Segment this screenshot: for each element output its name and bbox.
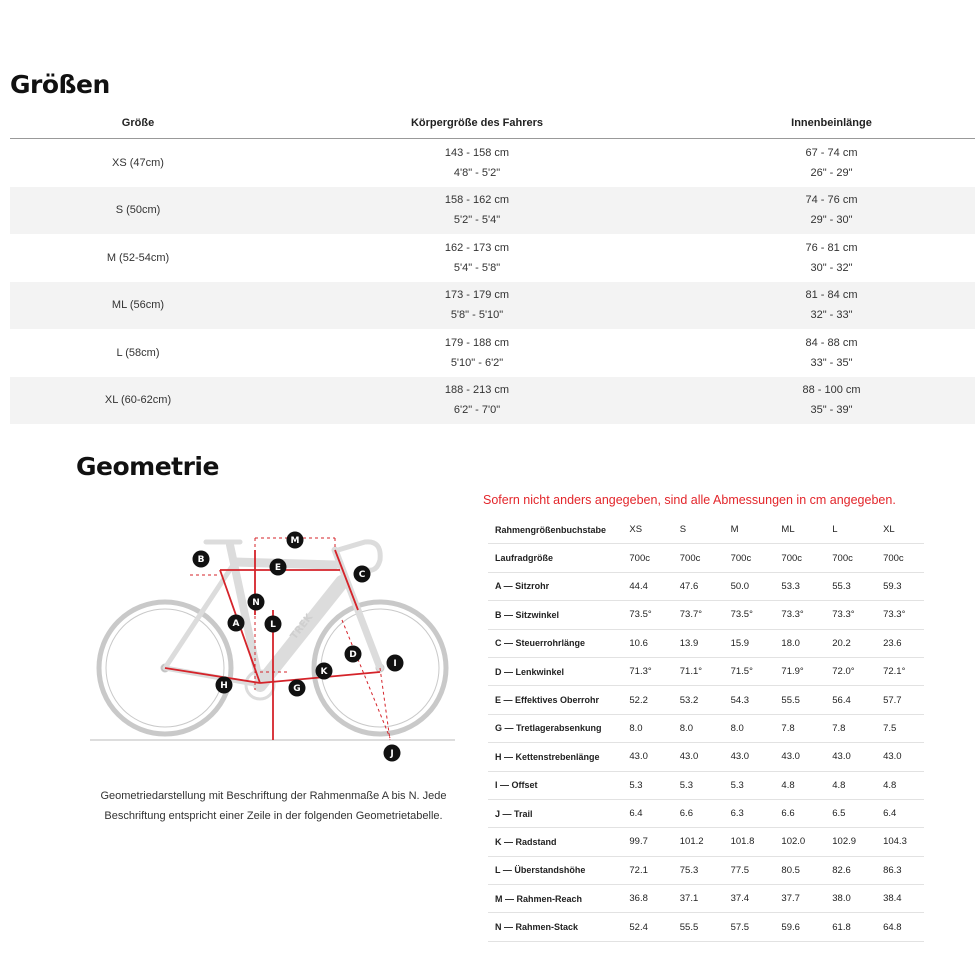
header-rider-height: Körpergröße des Fahrers xyxy=(410,117,544,129)
geometry-value: 44.4 xyxy=(619,572,669,600)
geometry-row xyxy=(488,601,924,629)
caption-line-1: Geometriedarstellung mit Beschriftung der Rahmenmaße A bis N. Jede xyxy=(100,790,447,802)
geometry-row xyxy=(488,544,924,572)
height-ft: 4'8" - 5'2" xyxy=(453,166,501,179)
geometry-value: 71.1° xyxy=(670,657,721,685)
geometry-value: 36.8 xyxy=(619,885,669,913)
size-row xyxy=(10,234,975,282)
geometry-row xyxy=(488,572,924,600)
geometry-table xyxy=(488,516,924,942)
geometry-row xyxy=(488,714,924,742)
rider-height-cell xyxy=(266,333,688,373)
geometry-label: C — Steuerrohrlänge xyxy=(488,629,619,657)
geometry-value: 6.6 xyxy=(670,799,721,827)
geometry-row xyxy=(488,743,924,771)
geometry-value: 104.3 xyxy=(873,828,924,856)
sizes-table-header xyxy=(10,108,975,139)
diagram-logo: TREK xyxy=(288,612,316,642)
geometry-row xyxy=(488,856,924,884)
geometry-value: 6.6 xyxy=(771,799,822,827)
geometry-value: 101.2 xyxy=(670,828,721,856)
geometry-label: E — Effektives Oberrohr xyxy=(488,686,619,714)
geometry-title: Geometrie xyxy=(76,452,219,481)
inseam-cm: 67 - 74 cm xyxy=(805,146,858,159)
geometry-value: S xyxy=(670,516,721,544)
label-letter-h: H xyxy=(220,681,228,692)
height-cm: 188 - 213 cm xyxy=(444,384,510,397)
geometry-value: 50.0 xyxy=(721,572,772,600)
geometry-header-row xyxy=(488,516,924,544)
geometry-value: L xyxy=(822,516,873,544)
label-letter-k: K xyxy=(320,667,328,678)
geometry-value: 43.0 xyxy=(619,743,669,771)
geometry-value: 73.3° xyxy=(873,601,924,629)
geometry-value: 18.0 xyxy=(771,629,822,657)
geometry-value: 75.3 xyxy=(670,856,721,884)
geometry-value: 47.6 xyxy=(670,572,721,600)
geometry-label: Rahmengrößenbuchstabe xyxy=(488,516,619,544)
geometry-value: 43.0 xyxy=(873,743,924,771)
inseam-in: 26" - 29" xyxy=(810,166,853,179)
geometry-label: L — Überstandshöhe xyxy=(488,856,619,884)
bike-geometry-diagram xyxy=(90,520,460,770)
inseam-cell xyxy=(688,143,975,183)
label-letter-n: N xyxy=(252,598,260,609)
geometry-row xyxy=(488,799,924,827)
inseam-cell xyxy=(688,190,975,230)
geometry-value: 52.2 xyxy=(619,686,669,714)
geometry-value: 6.3 xyxy=(721,799,772,827)
geometry-value: 700c xyxy=(670,544,721,572)
inseam-cm: 81 - 84 cm xyxy=(805,289,858,302)
geometry-value: 102.9 xyxy=(822,828,873,856)
size-cell: S (50cm) xyxy=(115,204,161,217)
geometry-value: 43.0 xyxy=(822,743,873,771)
size-cell: M (52-54cm) xyxy=(106,251,170,264)
geometry-value: 73.3° xyxy=(822,601,873,629)
label-letter-c: C xyxy=(358,570,366,581)
inseam-cm: 84 - 88 cm xyxy=(805,336,858,349)
geometry-value: 10.6 xyxy=(619,629,669,657)
label-letter-a: A xyxy=(232,619,240,630)
geometry-label: N — Rahmen-Stack xyxy=(488,913,619,941)
geometry-value: 13.9 xyxy=(670,629,721,657)
geometry-row xyxy=(488,828,924,856)
geometry-value: 71.9° xyxy=(771,657,822,685)
label-letter-g: G xyxy=(293,684,301,695)
geometry-row xyxy=(488,657,924,685)
geometry-label: I — Offset xyxy=(488,771,619,799)
size-cell: L (58cm) xyxy=(116,346,160,359)
geometry-label: A — Sitzrohr xyxy=(488,572,619,600)
geometry-value: 59.6 xyxy=(771,913,822,941)
label-letter-l: L xyxy=(270,620,276,631)
geometry-value: 5.3 xyxy=(721,771,772,799)
inseam-cell xyxy=(688,333,975,373)
geometry-value: 8.0 xyxy=(670,714,721,742)
height-cm: 143 - 158 cm xyxy=(444,146,510,159)
geometry-value: 53.2 xyxy=(670,686,721,714)
rider-height-cell xyxy=(266,238,688,278)
height-ft: 5'4" - 5'8" xyxy=(453,261,501,274)
geometry-value: 700c xyxy=(619,544,669,572)
inseam-in: 32" - 33" xyxy=(810,309,853,322)
rider-height-cell xyxy=(266,190,688,230)
geometry-value: 57.7 xyxy=(873,686,924,714)
size-row xyxy=(10,329,975,377)
geometry-value: 5.3 xyxy=(670,771,721,799)
geometry-value: 7.5 xyxy=(873,714,924,742)
geometry-value: 77.5 xyxy=(721,856,772,884)
size-cell: ML (56cm) xyxy=(111,299,165,312)
height-cm: 158 - 162 cm xyxy=(444,194,510,207)
diagram-caption xyxy=(86,786,461,826)
geometry-value: 71.5° xyxy=(721,657,772,685)
geometry-row xyxy=(488,629,924,657)
rider-height-cell xyxy=(266,380,688,420)
geometry-value: 7.8 xyxy=(822,714,873,742)
geometry-value: 80.5 xyxy=(771,856,822,884)
geometry-label: J — Trail xyxy=(488,799,619,827)
geometry-value: 72.0° xyxy=(822,657,873,685)
geometry-value: 102.0 xyxy=(771,828,822,856)
caption-line-2: Beschriftung entspricht einer Zeile in der folgenden Geometrietabelle. xyxy=(104,810,443,822)
height-ft: 6'2" - 7'0" xyxy=(453,404,501,417)
geometry-value: 6.4 xyxy=(619,799,669,827)
rider-height-cell xyxy=(266,285,688,325)
label-letter-m: M xyxy=(290,536,300,547)
size-cell: XS (47cm) xyxy=(112,156,164,169)
geometry-value: 72.1° xyxy=(873,657,924,685)
geometry-value: 4.8 xyxy=(873,771,924,799)
geometry-value: 43.0 xyxy=(670,743,721,771)
header-size: Größe xyxy=(121,117,155,129)
geometry-value: 38.0 xyxy=(822,885,873,913)
geometry-value: 23.6 xyxy=(873,629,924,657)
geometry-value: 73.5° xyxy=(619,601,669,629)
geometry-value: 37.7 xyxy=(771,885,822,913)
geometry-value: 71.3° xyxy=(619,657,669,685)
units-note: Sofern nicht anders angegeben, sind alle Abmessungen in cm angegeben. xyxy=(483,493,896,507)
geometry-value: 15.9 xyxy=(721,629,772,657)
size-row xyxy=(10,187,975,235)
geometry-value: 6.5 xyxy=(822,799,873,827)
geometry-value: 7.8 xyxy=(771,714,822,742)
inseam-in: 35" - 39" xyxy=(810,404,853,417)
geometry-value: 73.5° xyxy=(721,601,772,629)
height-cm: 162 - 173 cm xyxy=(444,241,510,254)
rider-height-cell xyxy=(266,143,688,183)
geometry-value: 64.8 xyxy=(873,913,924,941)
size-row xyxy=(10,282,975,330)
geometry-value: 6.4 xyxy=(873,799,924,827)
inseam-cell xyxy=(688,380,975,420)
geometry-value: 59.3 xyxy=(873,572,924,600)
geometry-value: 4.8 xyxy=(771,771,822,799)
size-cell: XL (60-62cm) xyxy=(104,394,172,407)
geometry-row xyxy=(488,686,924,714)
geometry-value: 55.5 xyxy=(670,913,721,941)
geometry-value: 8.0 xyxy=(619,714,669,742)
geometry-label: D — Lenkwinkel xyxy=(488,657,619,685)
inseam-cell xyxy=(688,238,975,278)
geometry-value: ML xyxy=(771,516,822,544)
height-ft: 5'10" - 6'2" xyxy=(450,356,504,369)
geometry-value: 73.3° xyxy=(771,601,822,629)
sizes-title: Größen xyxy=(10,70,110,99)
height-ft: 5'2" - 5'4" xyxy=(453,214,501,227)
height-ft: 5'8" - 5'10" xyxy=(450,309,504,322)
geometry-value: 72.1 xyxy=(619,856,669,884)
geometry-value: 5.3 xyxy=(619,771,669,799)
geometry-row xyxy=(488,885,924,913)
geometry-label: K — Radstand xyxy=(488,828,619,856)
geometry-value: XL xyxy=(873,516,924,544)
label-letter-j: J xyxy=(390,749,394,760)
geometry-value: 700c xyxy=(721,544,772,572)
label-letter-i: I xyxy=(393,659,397,670)
label-letter-d: D xyxy=(349,650,357,661)
inseam-cm: 74 - 76 cm xyxy=(805,194,858,207)
geometry-label: B — Sitzwinkel xyxy=(488,601,619,629)
inseam-in: 30" - 32" xyxy=(810,261,853,274)
geometry-value: M xyxy=(721,516,772,544)
geometry-value: 53.3 xyxy=(771,572,822,600)
size-row xyxy=(10,377,975,425)
geometry-value: 56.4 xyxy=(822,686,873,714)
geometry-value: 4.8 xyxy=(822,771,873,799)
geometry-value: 57.5 xyxy=(721,913,772,941)
geometry-value: 700c xyxy=(822,544,873,572)
height-cm: 173 - 179 cm xyxy=(444,289,510,302)
geometry-value: 8.0 xyxy=(721,714,772,742)
label-letter-e: E xyxy=(274,563,282,574)
geometry-label: H — Kettenstrebenlänge xyxy=(488,743,619,771)
geometry-value: 20.2 xyxy=(822,629,873,657)
geometry-value: 37.1 xyxy=(670,885,721,913)
geometry-value: 82.6 xyxy=(822,856,873,884)
height-cm: 179 - 188 cm xyxy=(444,336,510,349)
inseam-cm: 88 - 100 cm xyxy=(802,384,861,397)
geometry-value: 73.7° xyxy=(670,601,721,629)
geometry-value: 43.0 xyxy=(721,743,772,771)
geometry-value: 700c xyxy=(873,544,924,572)
geometry-label: G — Tretlagerabsenkung xyxy=(488,714,619,742)
geometry-value: 37.4 xyxy=(721,885,772,913)
geometry-value: 54.3 xyxy=(721,686,772,714)
geometry-value: 61.8 xyxy=(822,913,873,941)
geometry-row xyxy=(488,913,924,941)
geometry-value: 55.5 xyxy=(771,686,822,714)
geometry-row xyxy=(488,771,924,799)
inseam-in: 29" - 30" xyxy=(810,214,853,227)
sizes-table xyxy=(10,108,975,424)
geometry-value: XS xyxy=(619,516,669,544)
geometry-value: 43.0 xyxy=(771,743,822,771)
label-letter-b: B xyxy=(197,555,205,566)
geometry-value: 86.3 xyxy=(873,856,924,884)
geometry-value: 700c xyxy=(771,544,822,572)
geometry-label: M — Rahmen-Reach xyxy=(488,885,619,913)
geometry-value: 101.8 xyxy=(721,828,772,856)
inseam-cell xyxy=(688,285,975,325)
geometry-value: 99.7 xyxy=(619,828,669,856)
geometry-value: 38.4 xyxy=(873,885,924,913)
inseam-cm: 76 - 81 cm xyxy=(805,241,858,254)
geometry-value: 52.4 xyxy=(619,913,669,941)
geometry-label: Laufradgröße xyxy=(488,544,619,572)
inseam-in: 33" - 35" xyxy=(810,356,853,369)
header-inseam: Innenbeinlänge xyxy=(791,117,872,129)
geometry-value: 55.3 xyxy=(822,572,873,600)
size-row xyxy=(10,139,975,187)
